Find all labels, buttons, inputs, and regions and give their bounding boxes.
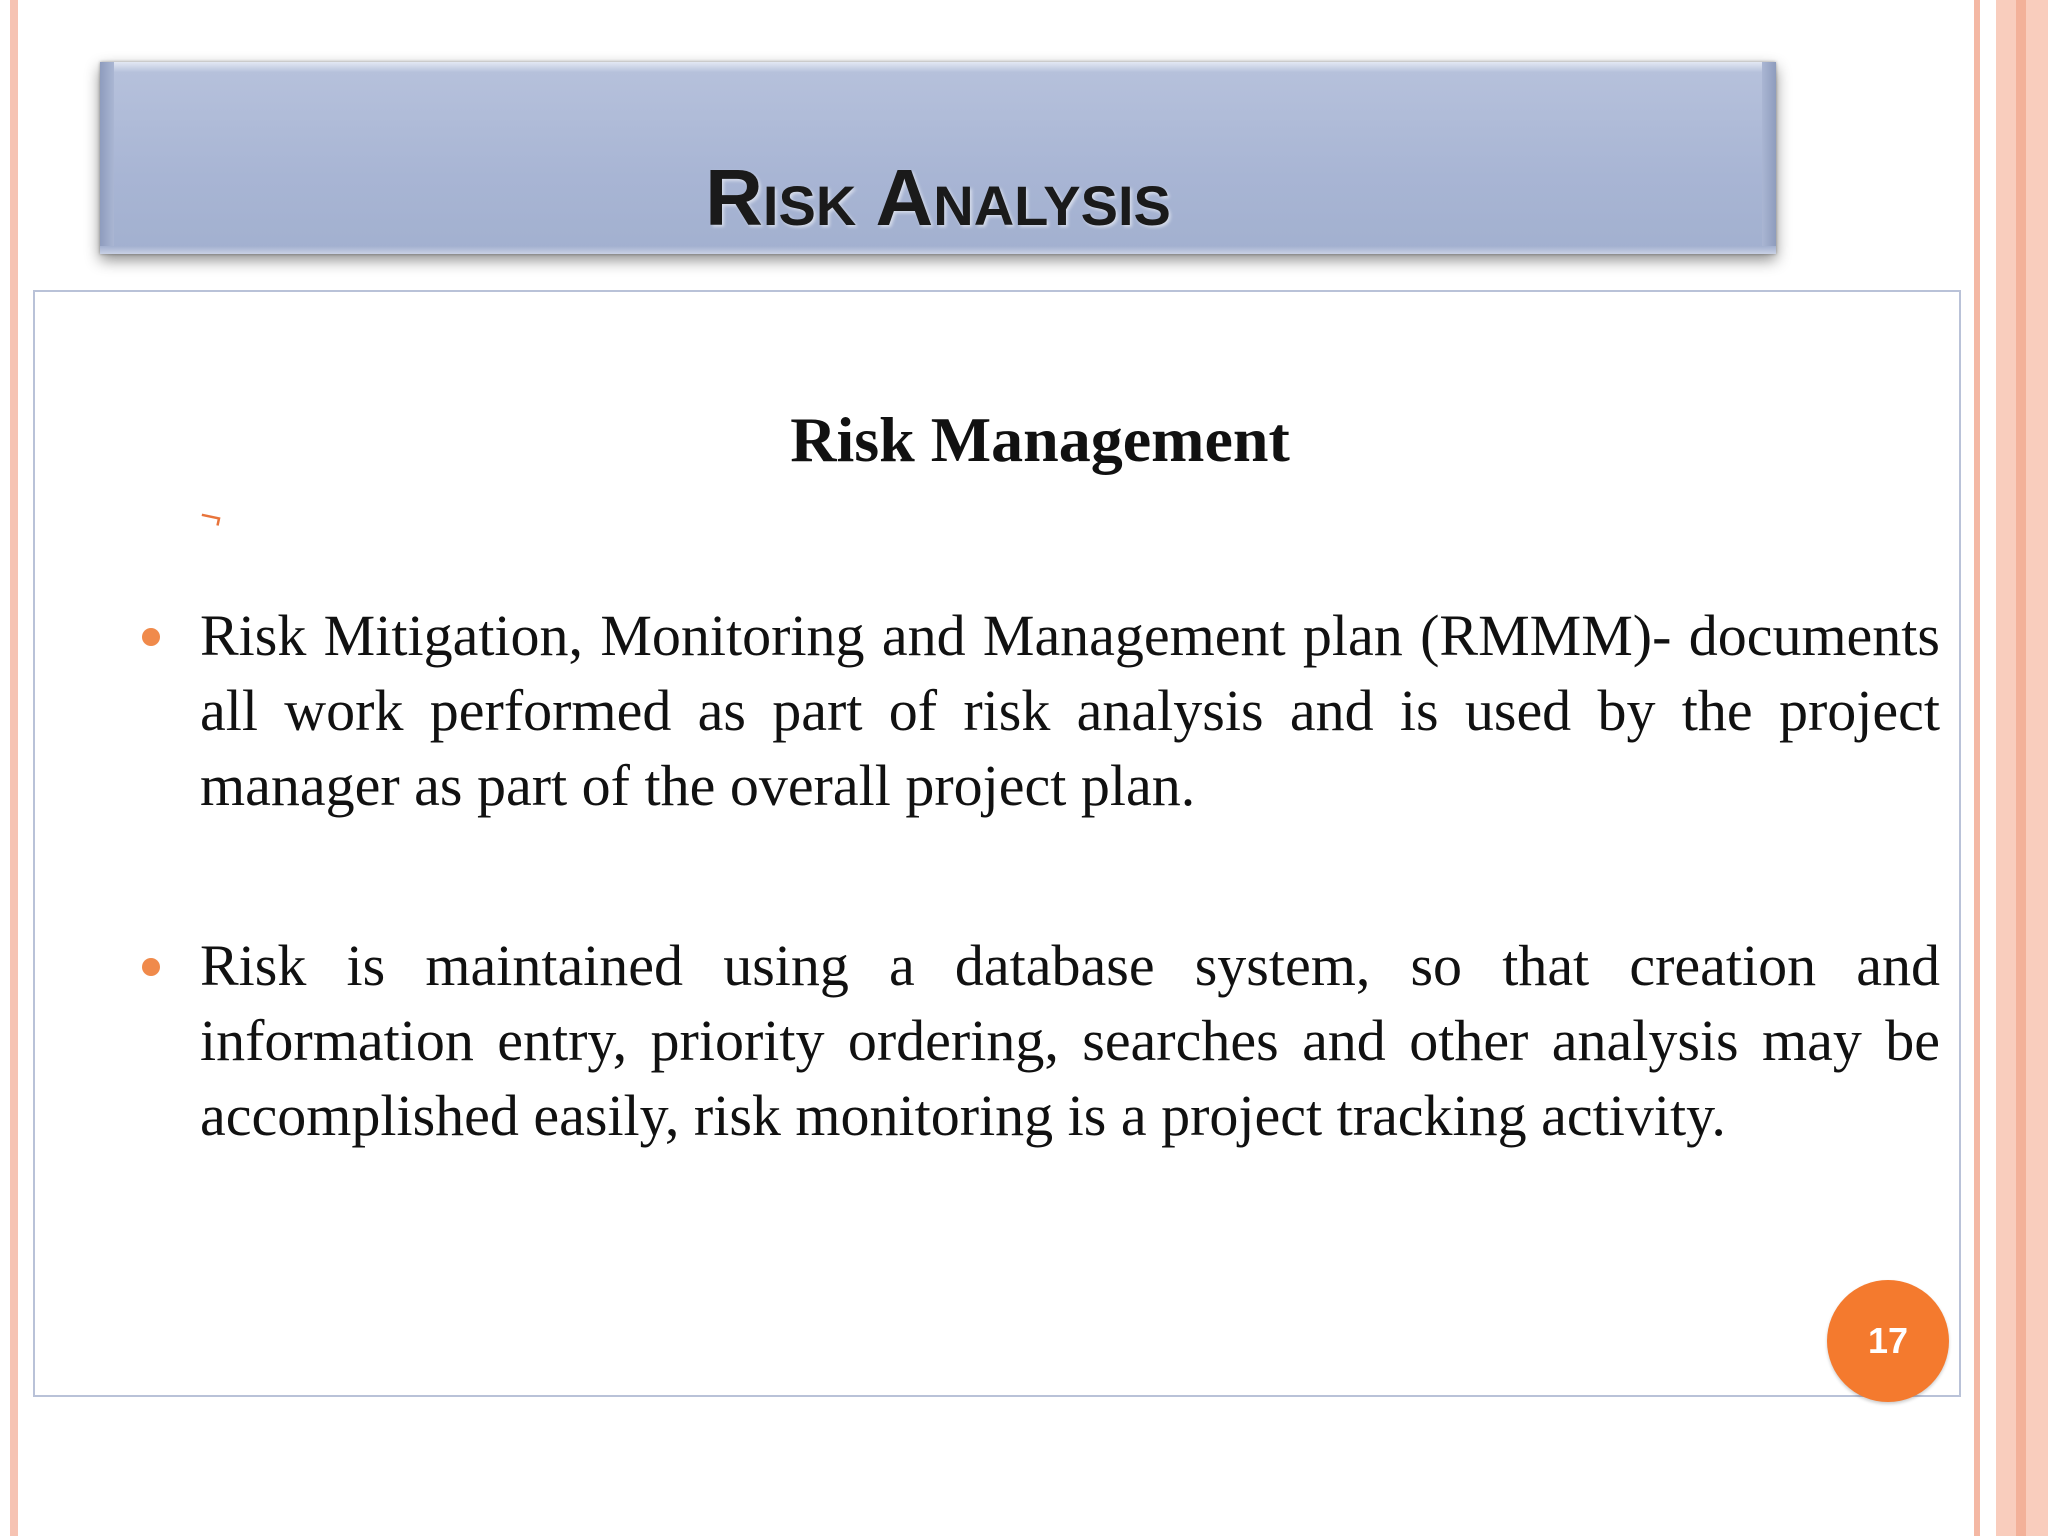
bullet-dot-icon bbox=[142, 958, 160, 976]
title-banner bbox=[100, 62, 1776, 254]
bullet-dot-icon bbox=[142, 628, 160, 646]
bullet-text: Risk Mitigation, Monitoring and Management plan (RMMM)- documents all work performed as part of risk analysis and is used by the project manager as part of the overall project plan. bbox=[200, 603, 1940, 818]
page-number-badge: 17 bbox=[1827, 1280, 1949, 1402]
left-border-decoration bbox=[10, 0, 18, 1536]
slide-title: Risk Analysis bbox=[705, 153, 1171, 242]
bullet-text: Risk is maintained using a database system, so that creation and information entry, priority ordering, searches and other analysis may be accomplished easily, risk monitoring is a project tracking activity. bbox=[200, 933, 1940, 1148]
stray-mark: ¬ bbox=[194, 498, 227, 539]
bullet-list bbox=[130, 598, 1940, 1258]
bullet-item bbox=[130, 928, 1940, 1153]
bullet-item bbox=[130, 598, 1940, 823]
slide-subtitle: Risk Management bbox=[790, 404, 1290, 475]
right-border-decoration bbox=[1966, 0, 2048, 1536]
